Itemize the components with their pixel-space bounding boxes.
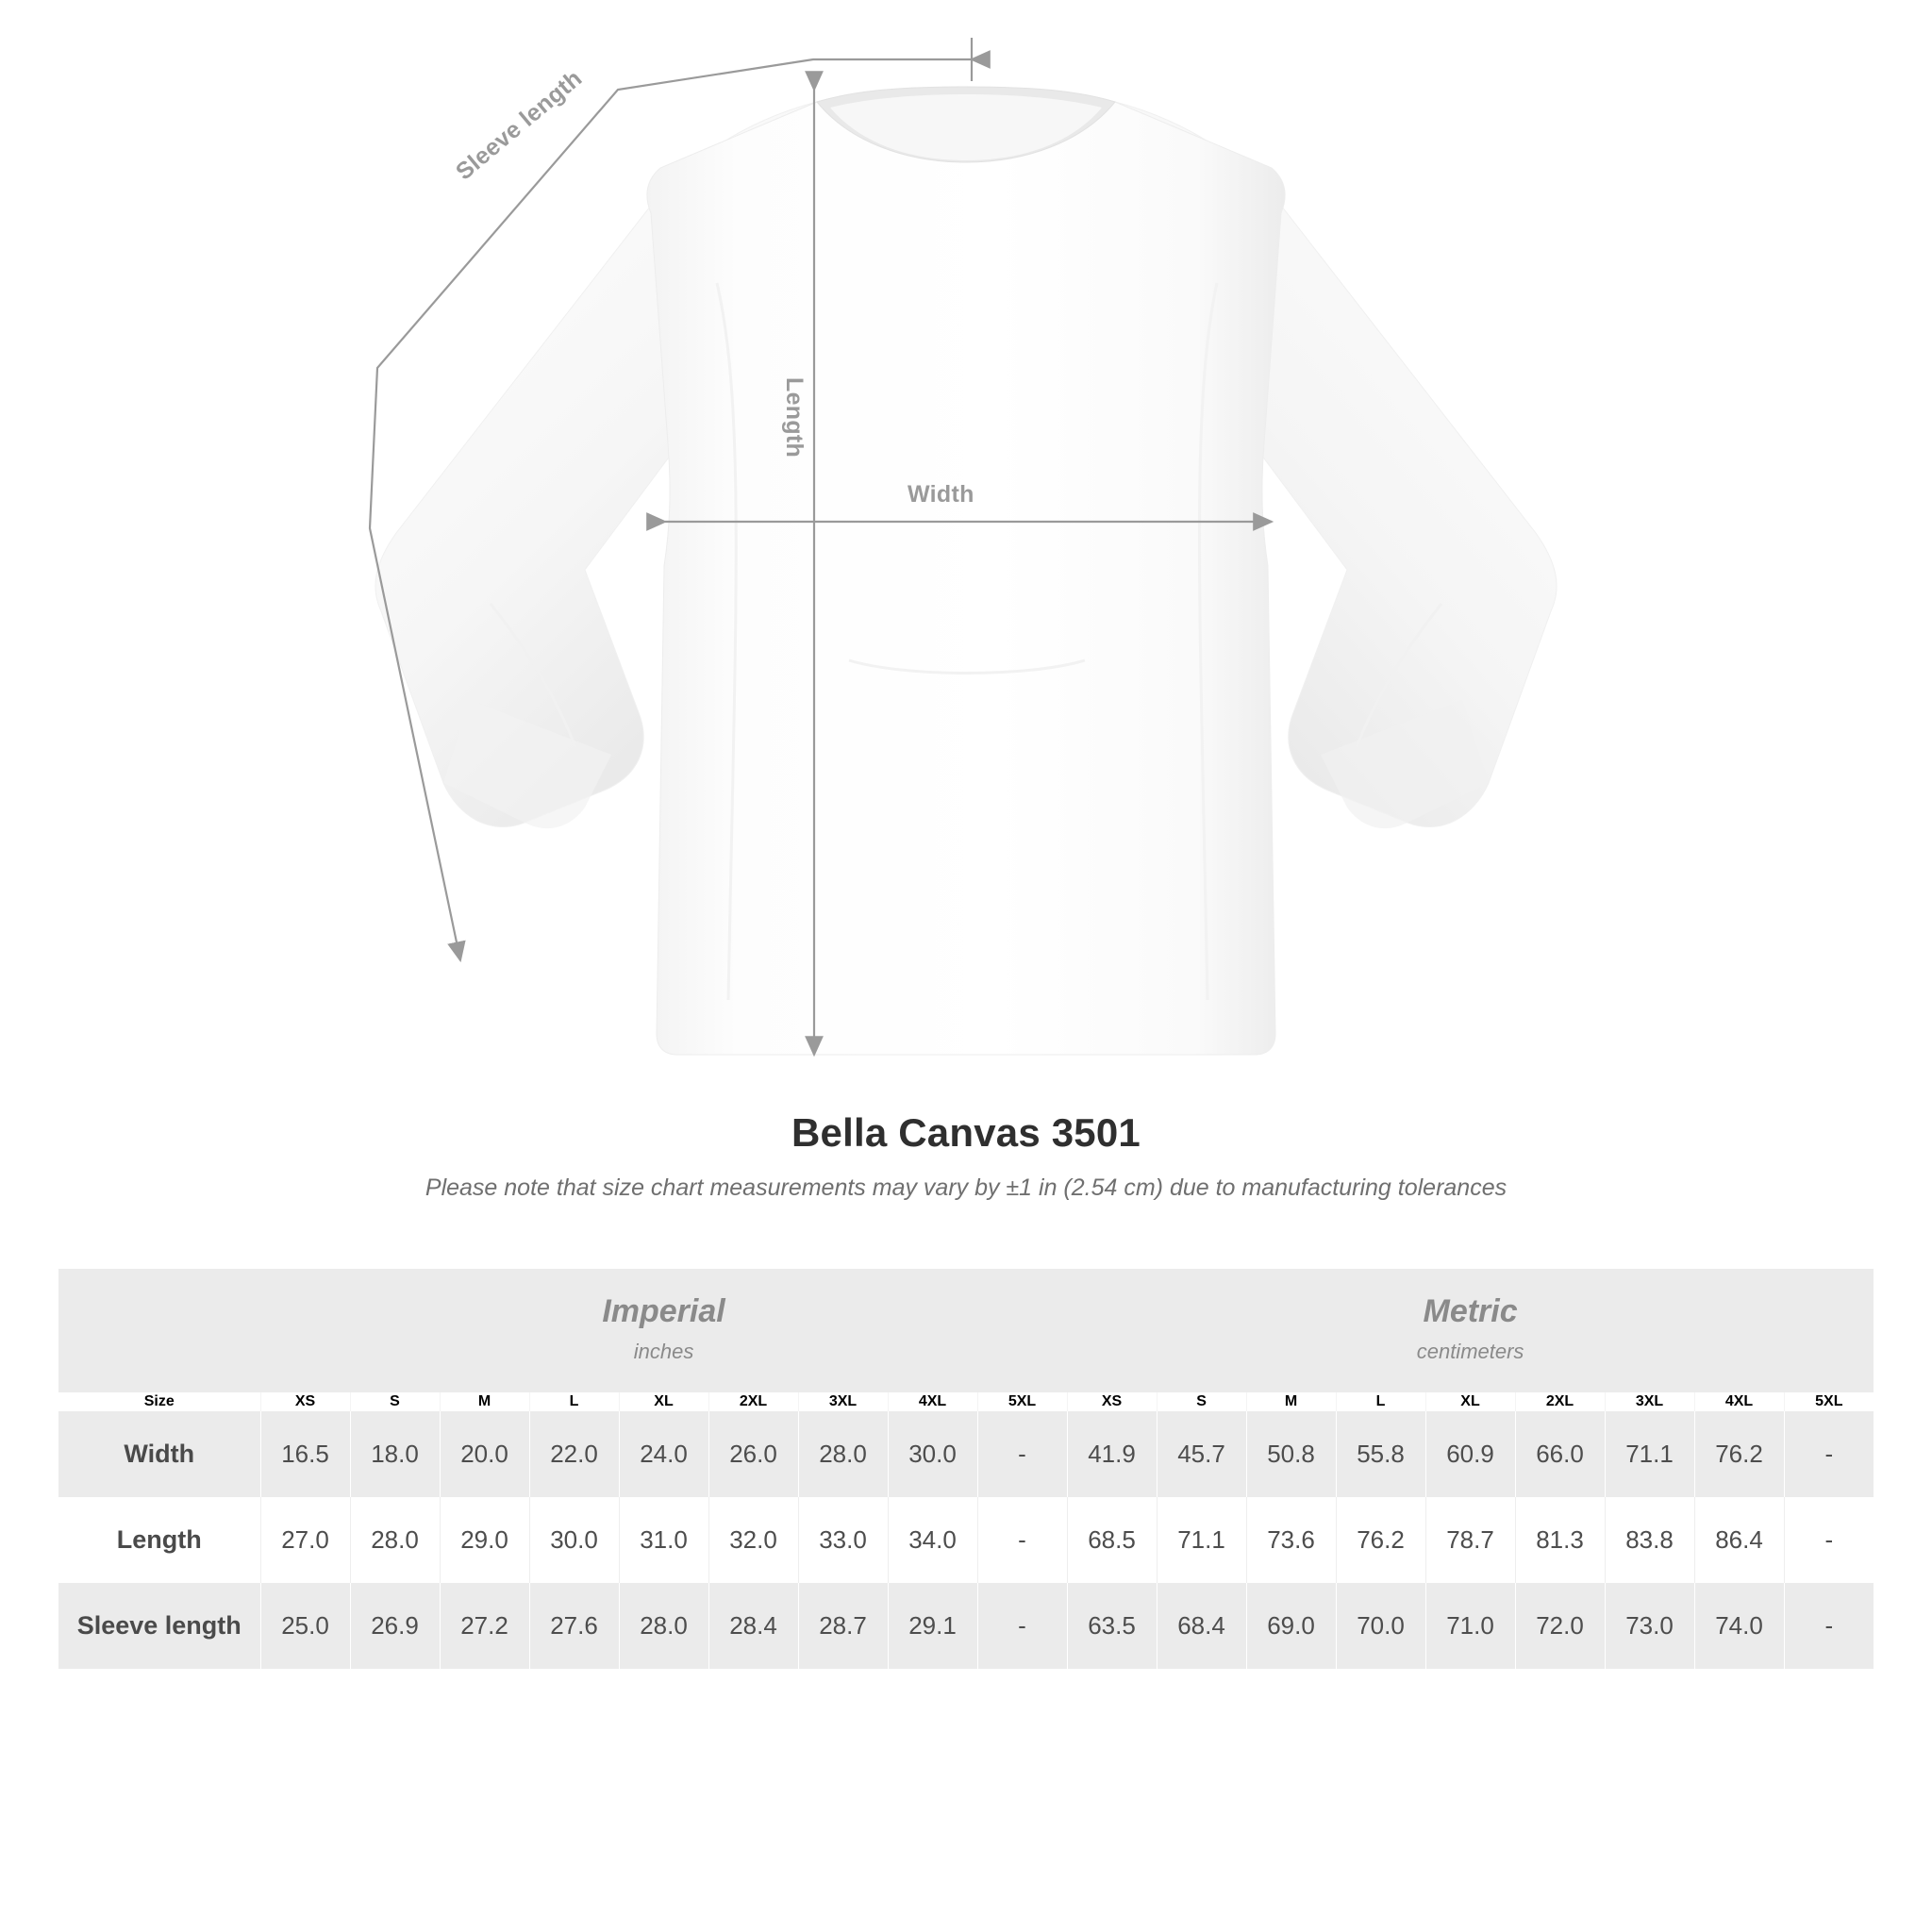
unit-header-row xyxy=(58,1269,1874,1392)
cell-imperial-s: 28.0 xyxy=(350,1497,440,1583)
size-header-metric-xs: XS xyxy=(1067,1392,1157,1411)
cell-imperial-m: 27.2 xyxy=(440,1583,529,1669)
cell-metric-m: 50.8 xyxy=(1246,1411,1336,1497)
cell-imperial-xs: 16.5 xyxy=(260,1411,350,1497)
cell-metric-5xl: - xyxy=(1784,1497,1874,1583)
cell-imperial-xs: 25.0 xyxy=(260,1583,350,1669)
unit-subtitle: inches xyxy=(633,1340,694,1363)
cell-metric-s: 45.7 xyxy=(1157,1411,1246,1497)
cell-imperial-l: 22.0 xyxy=(529,1411,619,1497)
cell-imperial-4xl: 29.1 xyxy=(888,1583,977,1669)
cell-metric-4xl: 76.2 xyxy=(1694,1411,1784,1497)
table-row xyxy=(58,1497,1874,1583)
cell-metric-3xl: 83.8 xyxy=(1605,1497,1694,1583)
size-header-cell: Size xyxy=(143,1393,175,1409)
cell-imperial-2xl: 28.4 xyxy=(708,1583,798,1669)
cell-imperial-2xl: 26.0 xyxy=(708,1411,798,1497)
size-header-metric-s: S xyxy=(1157,1392,1246,1411)
cell-imperial-l: 27.6 xyxy=(529,1583,619,1669)
width-label: Width xyxy=(908,481,974,508)
cell-metric-3xl: 71.1 xyxy=(1605,1411,1694,1497)
size-header-metric-2xl: 2XL xyxy=(1515,1392,1605,1411)
cell-metric-s: 68.4 xyxy=(1157,1583,1246,1669)
cell-imperial-xl: 31.0 xyxy=(619,1497,708,1583)
size-header-imperial-l: L xyxy=(529,1392,619,1411)
size-header-imperial-s: S xyxy=(350,1392,440,1411)
size-header-metric-4xl: 4XL xyxy=(1694,1392,1784,1411)
size-header-imperial-2xl: 2XL xyxy=(708,1392,798,1411)
row-label: Sleeve length xyxy=(58,1583,260,1669)
cell-metric-l: 70.0 xyxy=(1336,1583,1425,1669)
cell-metric-5xl: - xyxy=(1784,1583,1874,1669)
unit-header-imperial xyxy=(260,1269,1067,1392)
cell-metric-xs: 63.5 xyxy=(1067,1583,1157,1669)
table-row xyxy=(58,1583,1874,1669)
cell-imperial-m: 29.0 xyxy=(440,1497,529,1583)
cell-imperial-3xl: 28.7 xyxy=(798,1583,888,1669)
length-label: Length xyxy=(781,377,808,458)
cell-metric-2xl: 81.3 xyxy=(1515,1497,1605,1583)
unit-header-metric xyxy=(1067,1269,1874,1392)
cell-metric-xs: 68.5 xyxy=(1067,1497,1157,1583)
cell-imperial-5xl: - xyxy=(977,1497,1067,1583)
size-header-metric-xl: XL xyxy=(1425,1392,1515,1411)
unit-row-corner xyxy=(58,1269,260,1392)
cell-metric-xs: 41.9 xyxy=(1067,1411,1157,1497)
sleeve-length-label: Sleeve length xyxy=(451,64,588,186)
size-header-metric-5xl: 5XL xyxy=(1784,1392,1874,1411)
cell-metric-m: 73.6 xyxy=(1246,1497,1336,1583)
unit-name: Imperial xyxy=(602,1293,725,1329)
cell-imperial-4xl: 30.0 xyxy=(888,1411,977,1497)
size-header-row xyxy=(58,1392,1874,1411)
size-header-metric-m: M xyxy=(1246,1392,1336,1411)
cell-imperial-xl: 28.0 xyxy=(619,1583,708,1669)
cell-metric-4xl: 86.4 xyxy=(1694,1497,1784,1583)
cell-metric-xl: 71.0 xyxy=(1425,1583,1515,1669)
cell-imperial-2xl: 32.0 xyxy=(708,1497,798,1583)
size-header-imperial-xl: XL xyxy=(619,1392,708,1411)
cell-metric-5xl: - xyxy=(1784,1411,1874,1497)
size-header-imperial-5xl: 5XL xyxy=(977,1392,1067,1411)
cell-metric-2xl: 72.0 xyxy=(1515,1583,1605,1669)
table-row xyxy=(58,1411,1874,1497)
cell-metric-2xl: 66.0 xyxy=(1515,1411,1605,1497)
shirt-graphic xyxy=(375,87,1557,1055)
size-header-metric-3xl: 3XL xyxy=(1605,1392,1694,1411)
cell-imperial-3xl: 28.0 xyxy=(798,1411,888,1497)
cell-imperial-m: 20.0 xyxy=(440,1411,529,1497)
unit-name: Metric xyxy=(1423,1293,1518,1329)
cell-imperial-xs: 27.0 xyxy=(260,1497,350,1583)
cell-metric-3xl: 73.0 xyxy=(1605,1583,1694,1669)
cell-metric-s: 71.1 xyxy=(1157,1497,1246,1583)
cell-metric-l: 76.2 xyxy=(1336,1497,1425,1583)
size-chart-table-wrap xyxy=(58,1269,1874,1669)
cell-metric-m: 69.0 xyxy=(1246,1583,1336,1669)
cell-metric-xl: 78.7 xyxy=(1425,1497,1515,1583)
title-block xyxy=(0,1110,1932,1202)
cell-metric-l: 55.8 xyxy=(1336,1411,1425,1497)
size-header-imperial-3xl: 3XL xyxy=(798,1392,888,1411)
size-header-imperial-4xl: 4XL xyxy=(888,1392,977,1411)
unit-subtitle: centimeters xyxy=(1416,1340,1524,1363)
cell-imperial-3xl: 33.0 xyxy=(798,1497,888,1583)
cell-imperial-l: 30.0 xyxy=(529,1497,619,1583)
size-header-metric-l: L xyxy=(1336,1392,1425,1411)
cell-imperial-s: 18.0 xyxy=(350,1411,440,1497)
cell-imperial-5xl: - xyxy=(977,1411,1067,1497)
row-label: Width xyxy=(58,1411,260,1497)
cell-imperial-s: 26.9 xyxy=(350,1583,440,1669)
cell-imperial-4xl: 34.0 xyxy=(888,1497,977,1583)
page-title: Bella Canvas 3501 xyxy=(791,1110,1141,1155)
cell-metric-xl: 60.9 xyxy=(1425,1411,1515,1497)
cell-imperial-xl: 24.0 xyxy=(619,1411,708,1497)
row-label: Length xyxy=(58,1497,260,1583)
cell-imperial-5xl: - xyxy=(977,1583,1067,1669)
size-chart-table xyxy=(58,1269,1874,1669)
size-header-imperial-m: M xyxy=(440,1392,529,1411)
size-header-imperial-xs: XS xyxy=(260,1392,350,1411)
tolerance-note: Please note that size chart measurements may vary by ±1 in (2.54 cm) due to manufacturing tolerances xyxy=(425,1174,1507,1201)
cell-metric-4xl: 74.0 xyxy=(1694,1583,1784,1669)
